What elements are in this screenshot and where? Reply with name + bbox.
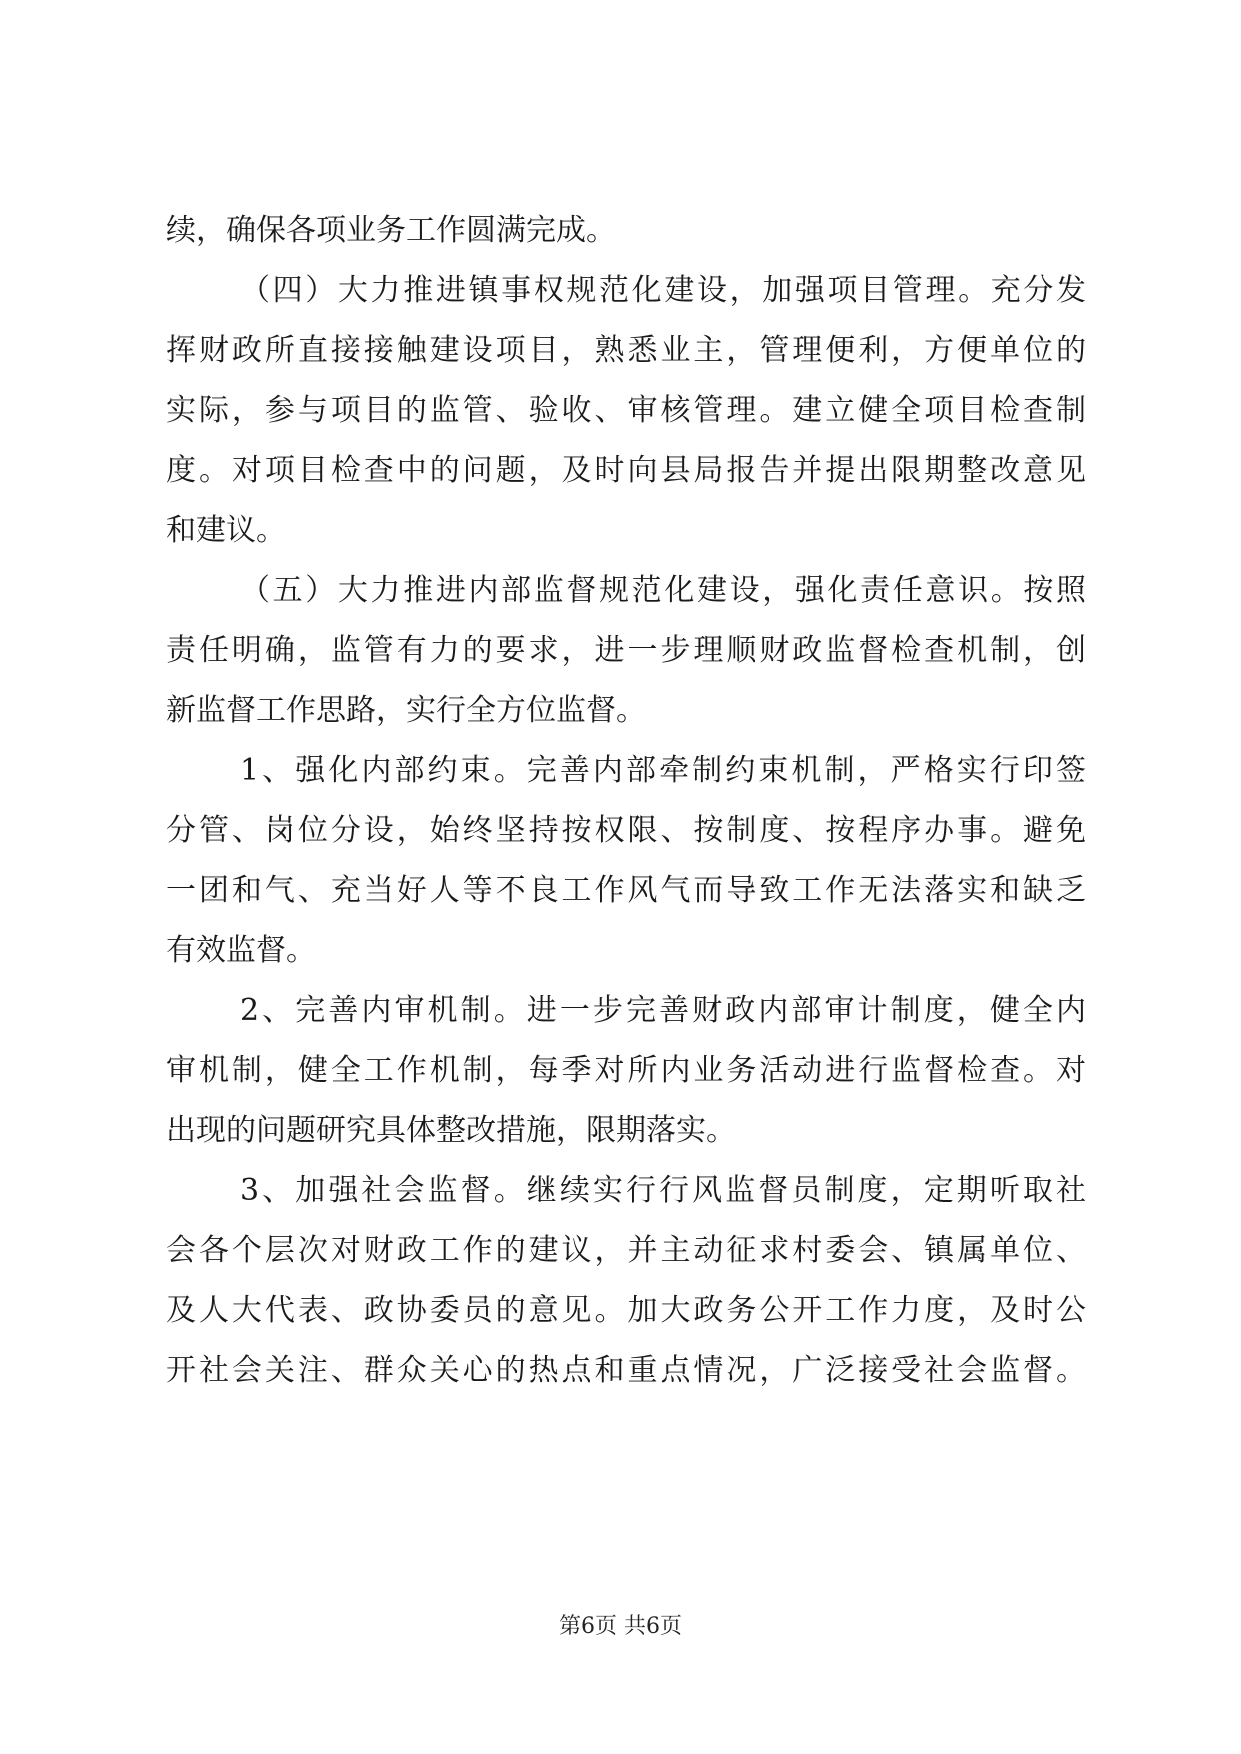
text-line: 3、加强社会监督。继续实行行风监督员制度，定期听取社 (240, 1173, 1086, 1208)
text-line: 度。对项目检查中的问题，及时向县局报告并提出限期整改意见 (166, 453, 1086, 488)
text-line: 挥财政所直接接触建设项目，熟悉业主，管理便利，方便单位的 (166, 333, 1086, 368)
text-line: 实际，参与项目的监管、验收、审核管理。建立健全项目检查制 (166, 393, 1086, 428)
text-line: 1、强化内部约束。完善内部牵制约束机制，严格实行印签 (240, 753, 1086, 788)
text-line: 一团和气、充当好人等不良工作风气而导致工作无法落实和缺乏 (166, 873, 1086, 908)
text-line: 审机制，健全工作机制，每季对所内业务活动进行监督检查。对 (166, 1053, 1086, 1088)
text-line: 新监督工作思路，实行全方位监督。 (166, 693, 646, 728)
text-line: 分管、岗位分设，始终坚持按权限、按制度、按程序办事。避免 (166, 813, 1086, 848)
text-line: （四）大力推进镇事权规范化建设，加强项目管理。充分发 (240, 273, 1086, 308)
text-line: 出现的问题研究具体整改措施，限期落实。 (166, 1113, 736, 1148)
text-line: 和建议。 (166, 513, 286, 548)
page-footer: 第6页 共6页 (559, 1614, 682, 1639)
text-line: 会各个层次对财政工作的建议，并主动征求村委会、镇属单位、 (166, 1233, 1086, 1268)
text-line: 责任明确，监管有力的要求，进一步理顺财政监督检查机制，创 (166, 633, 1086, 668)
text-line: 及人大代表、政协委员的意见。加大政务公开工作力度，及时公 (166, 1293, 1086, 1328)
text-line: 有效监督。 (166, 933, 316, 968)
text-line: 2、完善内审机制。进一步完善财政内部审计制度，健全内 (240, 993, 1086, 1028)
text-line: 续，确保各项业务工作圆满完成。 (166, 213, 616, 248)
text-line: （五）大力推进内部监督规范化建设，强化责任意识。按照 (240, 573, 1086, 608)
text-line: 开社会关注、群众关心的热点和重点情况，广泛接受社会监督。 (166, 1353, 1086, 1388)
